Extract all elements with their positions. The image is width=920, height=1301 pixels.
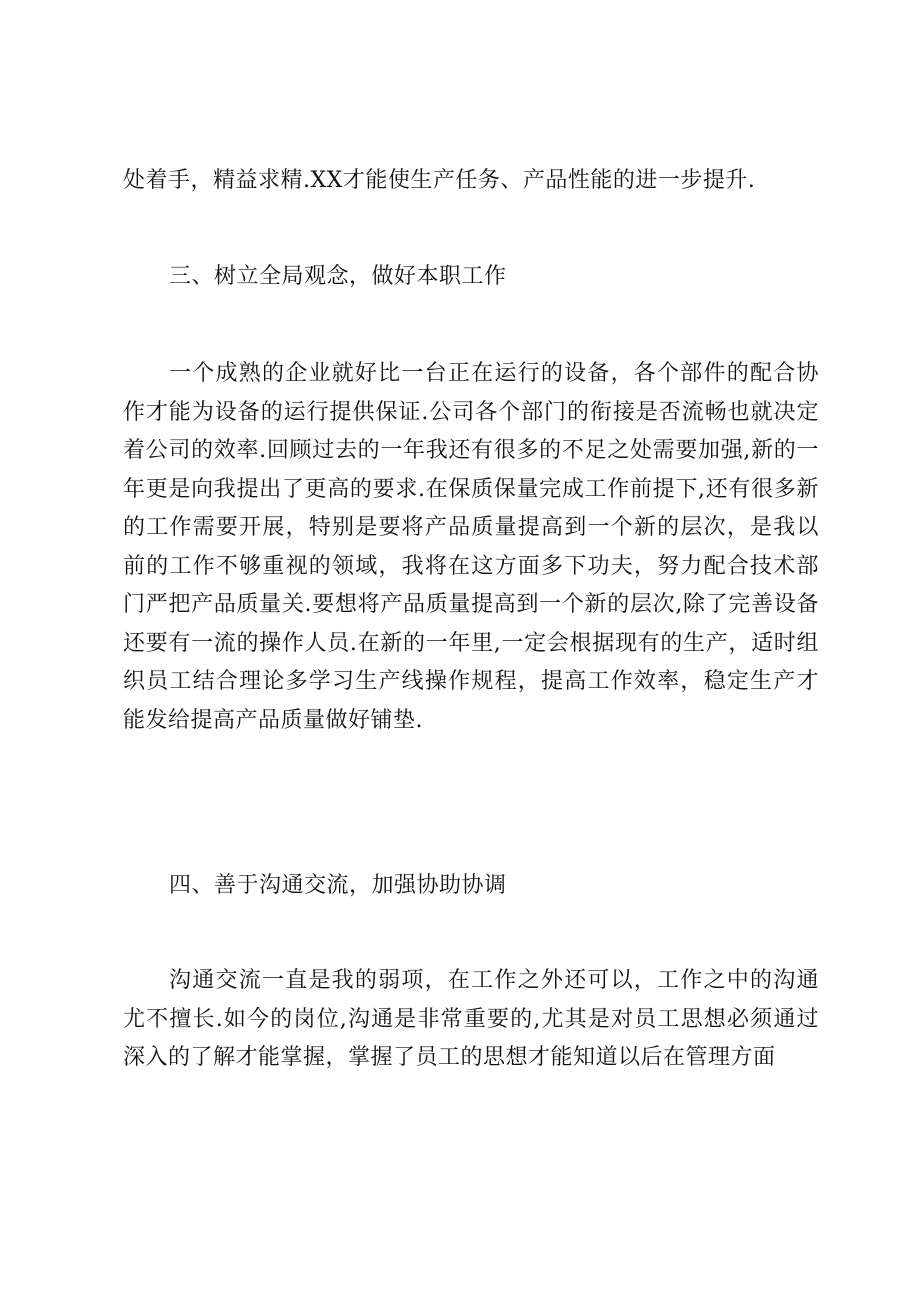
paragraph-continuation: 处着手，精益求精.XX才能使生产任务、产品性能的进一步提升.	[123, 168, 756, 193]
paragraph-section-3: 一个成熟的企业就好比一台正在运行的设备，各个部件的配合协作才能为设备的运行提供保证.公司各个部门的衔接是否流畅也就决定着公司的效率.回顾过去的一年我还有很多的不足之处需要加强,新的一年更是向我提出了更高的要求.在保质保量完成工作前提下,还有很多新的工作需要开展，特别是要将产品质量提高到一个新的层次，是我以前的工作不够重视的领域，我将在这方面多下功夫，努力配合技术部门严把产品质量关.要想将产品质量提高到一个新的层次,除了完善设备还要有一流的操作人员.在新的一年里,一定会根据现有的生产，适时组织员工结合理论多学习生产线操作规程，提高工作效率，稳定生产才能发给提高产品质量做好铺垫.	[123, 361, 819, 733]
section-heading-3: 三、树立全局观念，做好本职工作	[169, 264, 507, 289]
section-heading-4: 四、善于沟通交流，加强协助协调	[169, 873, 507, 898]
paragraph-section-4: 沟通交流一直是我的弱项，在工作之外还可以，工作之中的沟通尤不擅长.如今的岗位,沟通是非常重要的,尤其是对员工思想必须通过深入的了解才能掌握，掌握了员工的思想才能知道以后在管理方面	[123, 968, 819, 1070]
